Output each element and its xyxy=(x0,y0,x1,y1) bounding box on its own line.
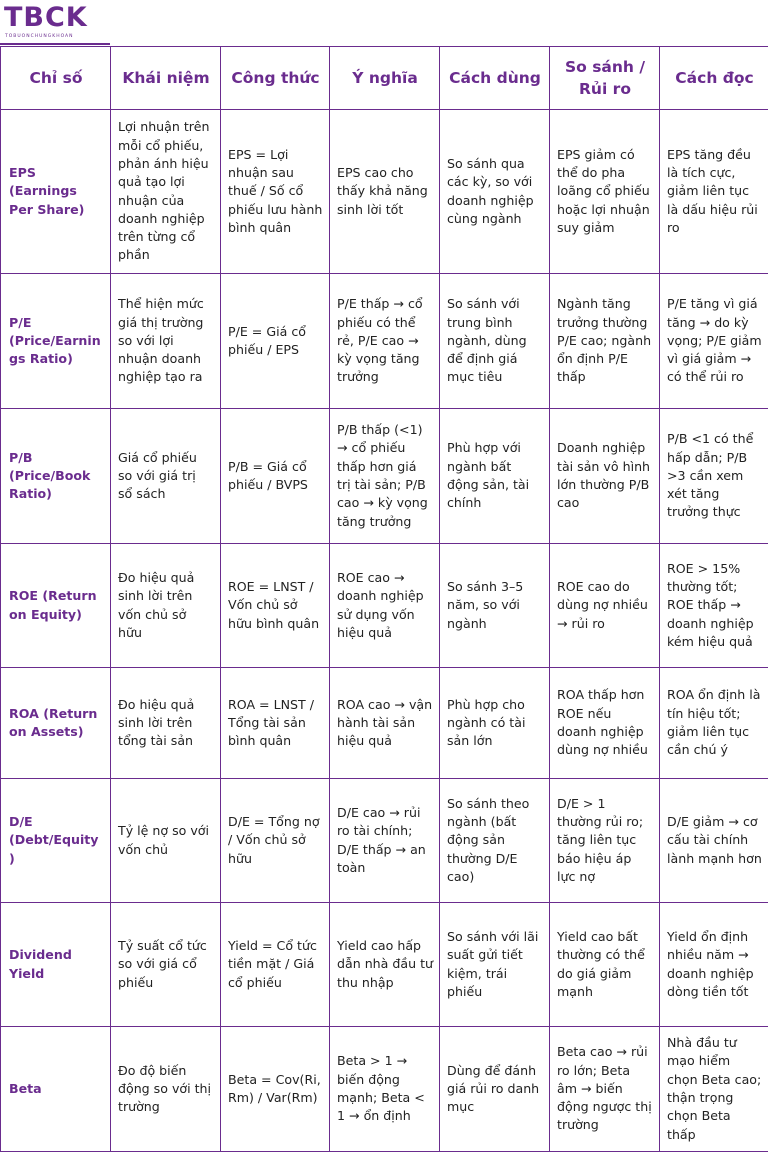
cell-reading: P/E tăng vì giá tăng → do kỳ vọng; P/E giảm vì giá giảm → có thể rủi ro xyxy=(660,274,768,409)
cell-concept: Đo hiệu quả sinh lời trên vốn chủ sở hữu xyxy=(111,544,221,668)
cell-usage: Phù hợp với ngành bất động sản, tài chính xyxy=(440,409,550,544)
cell-metric: Dividend Yield xyxy=(1,903,111,1027)
header-divider xyxy=(0,43,110,45)
brand-logo: TBCK xyxy=(4,4,88,32)
header-row xyxy=(1,47,768,110)
financial-ratios-table xyxy=(0,46,768,1152)
cell-formula: EPS = Lợi nhuận sau thuế / Số cổ phiếu lưu hành bình quân xyxy=(221,110,330,274)
cell-usage: So sánh 3–5 năm, so với ngành xyxy=(440,544,550,668)
cell-concept: Tỷ suất cổ tức so với giá cổ phiếu xyxy=(111,903,221,1027)
cell-usage: Dùng để đánh giá rủi ro danh mục xyxy=(440,1027,550,1152)
cell-usage: Phù hợp cho ngành có tài sản lớn xyxy=(440,668,550,779)
cell-risk: D/E > 1 thường rủi ro; tăng liên tục báo hiệu áp lực nợ xyxy=(550,779,660,903)
cell-metric: P/B (Price/Book Ratio) xyxy=(1,409,111,544)
table-row xyxy=(1,1027,768,1152)
cell-reading: P/B <1 có thể hấp dẫn; P/B >3 cần xem xét tăng trưởng thực xyxy=(660,409,768,544)
header-concept: Khái niệm xyxy=(111,47,221,110)
cell-reading: Nhà đầu tư mạo hiểm chọn Beta cao; thận trọng chọn Beta thấp xyxy=(660,1027,768,1152)
cell-risk: ROE cao do dùng nợ nhiều → rủi ro xyxy=(550,544,660,668)
cell-meaning: Yield cao hấp dẫn nhà đầu tư thu nhập xyxy=(330,903,440,1027)
header-risk: So sánh / Rủi ro xyxy=(550,47,660,110)
cell-reading: EPS tăng đều là tích cực, giảm liên tục là dấu hiệu rủi ro xyxy=(660,110,768,274)
header xyxy=(0,0,768,46)
table-row xyxy=(1,668,768,779)
cell-metric: EPS (Earnings Per Share) xyxy=(1,110,111,274)
cell-reading: Yield ổn định nhiều năm → doanh nghiệp dòng tiền tốt xyxy=(660,903,768,1027)
cell-risk: Beta cao → rủi ro lớn; Beta âm → biến động ngược thị trường xyxy=(550,1027,660,1152)
cell-risk: Doanh nghiệp tài sản vô hình lớn thường P/B cao xyxy=(550,409,660,544)
cell-risk: Yield cao bất thường có thể do giá giảm mạnh xyxy=(550,903,660,1027)
cell-concept: Giá cổ phiếu so với giá trị sổ sách xyxy=(111,409,221,544)
cell-formula: P/B = Giá cổ phiếu / BVPS xyxy=(221,409,330,544)
cell-usage: So sánh với lãi suất gửi tiết kiệm, trái phiếu xyxy=(440,903,550,1027)
cell-concept: Đo độ biến động so với thị trường xyxy=(111,1027,221,1152)
cell-meaning: P/E thấp → cổ phiếu có thể rẻ, P/E cao → kỳ vọng tăng trưởng xyxy=(330,274,440,409)
header-reading: Cách đọc xyxy=(660,47,768,110)
cell-metric: ROA (Return on Assets) xyxy=(1,668,111,779)
cell-formula: ROA = LNST / Tổng tài sản bình quân xyxy=(221,668,330,779)
table-row xyxy=(1,110,768,274)
cell-usage: So sánh với trung bình ngành, dùng để định giá mục tiêu xyxy=(440,274,550,409)
cell-meaning: ROE cao → doanh nghiệp sử dụng vốn hiệu quả xyxy=(330,544,440,668)
cell-formula: D/E = Tổng nợ / Vốn chủ sở hữu xyxy=(221,779,330,903)
table-row xyxy=(1,409,768,544)
cell-formula: Yield = Cổ tức tiền mặt / Giá cổ phiếu xyxy=(221,903,330,1027)
cell-metric: ROE (Return on Equity) xyxy=(1,544,111,668)
header-usage: Cách dùng xyxy=(440,47,550,110)
cell-concept: Đo hiệu quả sinh lời trên tổng tài sản xyxy=(111,668,221,779)
table-row xyxy=(1,544,768,668)
header-formula: Công thức xyxy=(221,47,330,110)
cell-meaning: ROA cao → vận hành tài sản hiệu quả xyxy=(330,668,440,779)
table-row xyxy=(1,903,768,1027)
cell-meaning: Beta > 1 → biến động mạnh; Beta < 1 → ổn định xyxy=(330,1027,440,1152)
cell-usage: So sánh theo ngành (bất động sản thường D/E cao) xyxy=(440,779,550,903)
table-row xyxy=(1,779,768,903)
header-metric: Chỉ số xyxy=(1,47,111,110)
cell-metric: D/E (Debt/Equity) xyxy=(1,779,111,903)
cell-formula: Beta = Cov(Ri, Rm) / Var(Rm) xyxy=(221,1027,330,1152)
cell-concept: Thể hiện mức giá thị trường so với lợi nhuận doanh nghiệp tạo ra xyxy=(111,274,221,409)
cell-concept: Lợi nhuận trên mỗi cổ phiếu, phản ánh hiệu quả tạo lợi nhuận của doanh nghiệp trên từng cổ phần xyxy=(111,110,221,274)
cell-meaning: EPS cao cho thấy khả năng sinh lời tốt xyxy=(330,110,440,274)
cell-formula: P/E = Giá cổ phiếu / EPS xyxy=(221,274,330,409)
cell-concept: Tỷ lệ nợ so với vốn chủ xyxy=(111,779,221,903)
cell-formula: ROE = LNST / Vốn chủ sở hữu bình quân xyxy=(221,544,330,668)
cell-reading: D/E giảm → cơ cấu tài chính lành mạnh hơn xyxy=(660,779,768,903)
cell-metric: Beta xyxy=(1,1027,111,1152)
cell-reading: ROA ổn định là tín hiệu tốt; giảm liên tục cần chú ý xyxy=(660,668,768,779)
cell-risk: ROA thấp hơn ROE nếu doanh nghiệp dùng nợ nhiều xyxy=(550,668,660,779)
cell-meaning: P/B thấp (<1) → cổ phiếu thấp hơn giá trị tài sản; P/B cao → kỳ vọng tăng trưởng xyxy=(330,409,440,544)
cell-meaning: D/E cao → rủi ro tài chính; D/E thấp → an toàn xyxy=(330,779,440,903)
table-row xyxy=(1,274,768,409)
brand-tagline: TOBUONCHUNGKHOAN xyxy=(5,34,74,39)
cell-metric: P/E (Price/Earnings Ratio) xyxy=(1,274,111,409)
cell-risk: Ngành tăng trưởng thường P/E cao; ngành ổn định P/E thấp xyxy=(550,274,660,409)
cell-reading: ROE > 15% thường tốt; ROE thấp → doanh nghiệp kém hiệu quả xyxy=(660,544,768,668)
cell-risk: EPS giảm có thể do pha loãng cổ phiếu hoặc lợi nhuận suy giảm xyxy=(550,110,660,274)
cell-usage: So sánh qua các kỳ, so với doanh nghiệp cùng ngành xyxy=(440,110,550,274)
header-meaning: Ý nghĩa xyxy=(330,47,440,110)
